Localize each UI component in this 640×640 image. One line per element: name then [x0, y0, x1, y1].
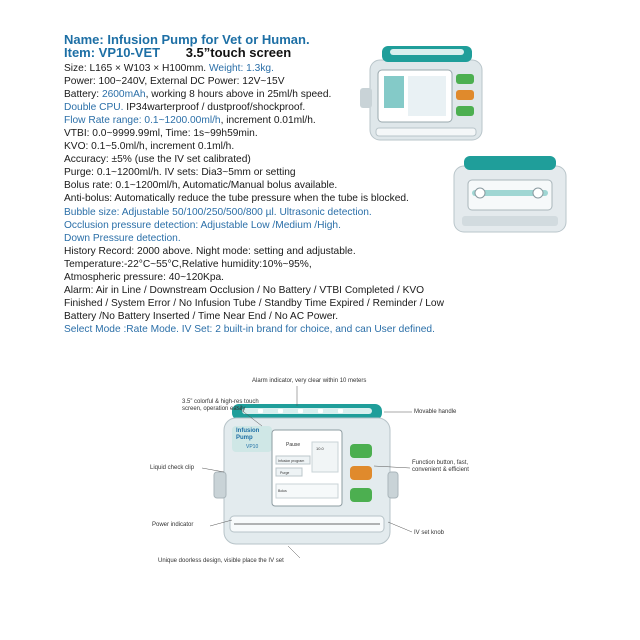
spec-text: Temperature:-22°C~55°C,Relative humidity:10%~95%,	[64, 258, 312, 270]
spec-line	[64, 258, 504, 271]
model-label: VP10	[246, 444, 259, 450]
spec-text: Bubble size: Adjustable 50/100/250/500/800 µl. Ultrasonic detection.	[64, 206, 372, 218]
spec-text: Alarm: Air in Line / Downstream Occlusion / No Battery / VTBI Completed / KVO	[64, 284, 425, 296]
spec-text: Flow Rate range: 0.1~1200.00ml/h	[64, 115, 221, 127]
spec-text: Bolus rate: 0.1~1200ml/h, Automatic/Manual bolus available.	[64, 180, 338, 192]
spec-text: Anti-bolus: Automatically reduce the tube pressure when the tube is blocked.	[64, 193, 409, 205]
spec-text: , increment 0.01ml/h.	[220, 115, 316, 127]
callout-function-button: Function button, fast, convenient & efficient	[412, 460, 469, 473]
spec-text: Battery:	[64, 89, 102, 101]
spec-text: Purge: 0.1~1200ml/h. IV sets: Dia3~5mm or setting	[64, 167, 296, 179]
spec-line	[64, 284, 504, 297]
spec-line	[64, 245, 504, 258]
spec-text: Down Pressure detection.	[64, 232, 181, 244]
callout-power-indicator: Power indicator	[152, 522, 194, 528]
pump-diagram	[150, 372, 520, 572]
spec-line	[64, 206, 504, 219]
callout-liquid-check-clip: Liquid check clip	[150, 465, 195, 471]
spec-line	[64, 310, 504, 323]
spec-line	[64, 153, 504, 166]
spec-text: Select Mode :Rate Mode.	[64, 323, 179, 335]
spec-line	[64, 192, 504, 205]
screen-rate: 10.0	[316, 446, 324, 451]
spec-text: Atmospheric pressure: 40~120Kpa.	[64, 271, 224, 283]
spec-text: IP34warterproof / dustproof/shockproof.	[123, 102, 306, 114]
spec-text: Finished / System Error / No Infusion Tube / Standby Time Expired / Reminder / Low	[64, 297, 444, 309]
spec-text: History Record: 2000 above. Night mode: setting and adjustable.	[64, 245, 356, 257]
screen-program-button: Infusion program	[278, 459, 305, 463]
spec-line	[64, 179, 504, 192]
callout-touch-screen: 3.5” colorful & high-res touch screen, operation easily	[182, 399, 259, 412]
pump-side-image	[450, 152, 570, 244]
product-name: Name: Infusion Pump for Vet or Human.	[64, 32, 310, 47]
spec-text: Double CPU.	[64, 102, 124, 114]
spec-text: Occlusion pressure detection: Adjustable Low /Medium /High.	[64, 219, 341, 231]
spec-text: Size: L165 × W103 × H100mm.	[64, 63, 209, 74]
spec-line	[64, 166, 504, 179]
screen-purge-button: Purge	[280, 471, 290, 475]
spec-text: VTBI: 0.0~9999.99ml, Time: 1s~99h59min.	[64, 128, 258, 140]
spec-text: Weight: 1.3kg.	[208, 63, 274, 74]
spec-text: Power: 100~240V, External DC Power: 12V~15V	[64, 76, 285, 88]
pump-front-image	[360, 40, 490, 150]
screen-title: Pause	[286, 442, 301, 448]
spec-text: IV Set: 2 built-in brand for choice, and can User defined.	[178, 323, 435, 335]
spec-line	[64, 271, 504, 284]
spec-line	[64, 297, 504, 310]
spec-line	[64, 219, 504, 232]
callout-alarm-indicator: Alarm indicator, very clear within 10 meters	[252, 378, 367, 384]
spec-line	[64, 323, 504, 336]
product-item	[64, 46, 291, 60]
brand-label: Infusion Pump	[236, 428, 260, 441]
screen-size: 3.5”touch screen	[185, 45, 292, 60]
spec-text: Battery /No Battery Inserted / Time Near End / No AC Power.	[64, 310, 339, 322]
spec-text: Accuracy: ±5% (use the IV set calibrated)	[64, 154, 251, 166]
screen-bolus-button: Bolus	[278, 489, 287, 493]
item-code: Item: VP10-VET	[64, 45, 161, 60]
callout-iv-set-knob: IV set knob	[414, 530, 445, 536]
spec-text: KVO: 0.1~5.0ml/h, increment 0.1ml/h.	[64, 141, 235, 153]
spec-text: 2600mAh	[101, 89, 146, 101]
spec-text: , working 8 hours above in 25ml/h speed.	[145, 89, 332, 101]
callout-movable-handle: Movable handle	[414, 409, 457, 415]
callout-doorless-design: Unique doorless design, visible place the IV set	[158, 558, 284, 564]
spec-line	[64, 232, 504, 245]
